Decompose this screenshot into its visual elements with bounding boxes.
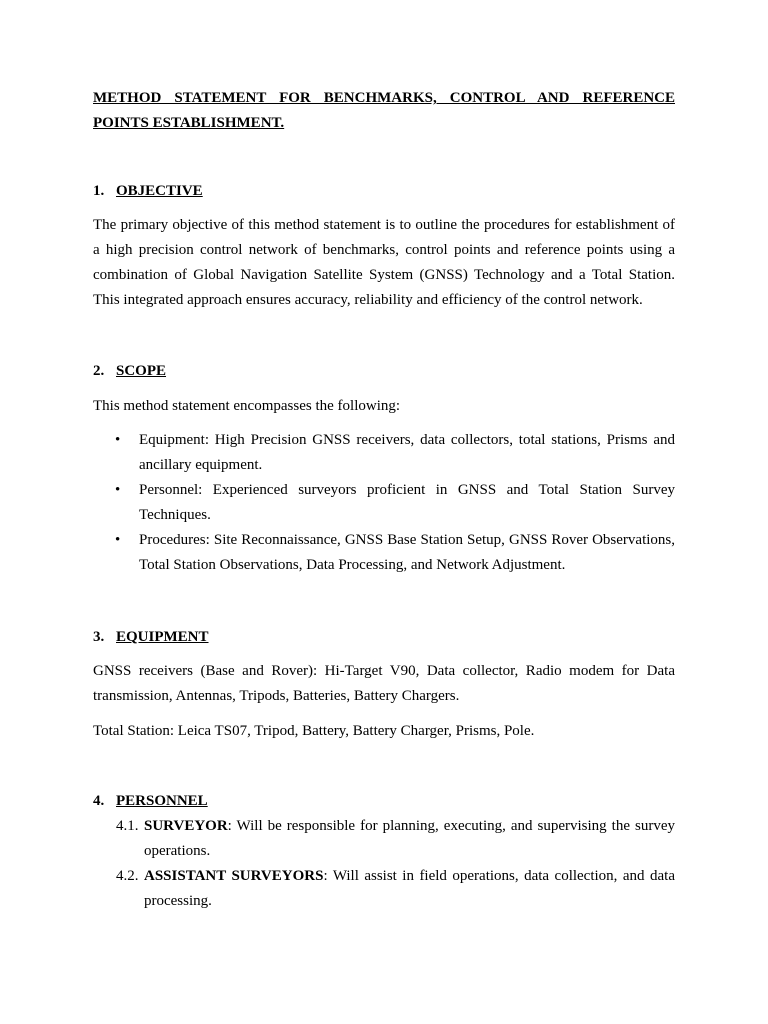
equipment-total-station-paragraph: Total Station: Leica TS07, Tripod, Battery, Battery Charger, Prisms, Pole. <box>93 723 535 739</box>
personnel-role: SURVEYOR <box>144 818 228 834</box>
objective-paragraph: The primary objective of this method statement is to outline the procedures for establishment of a high precision control network of benchmarks, control points and reference points using a combination of Global Navigation Satellite System (GNSS) Technology and a Total Station. This integrated approach ensures accuracy, reliability and efficiency of the control network. <box>93 217 675 308</box>
section-heading-scope <box>93 360 166 382</box>
bullet-icon: • <box>115 432 121 448</box>
section-heading-equipment <box>93 626 209 648</box>
personnel-description: : Will be responsible for planning, executing, and supervising the survey operations. <box>144 818 675 859</box>
scope-bullet-item <box>93 478 675 528</box>
bullet-text: Personnel: Experienced surveyors proficient in GNSS and Total Station Survey Techniques. <box>139 482 675 523</box>
section-heading-objective <box>93 180 203 202</box>
personnel-role: ASSISTANT SURVEYORS <box>144 868 324 884</box>
section-number: 4. <box>93 793 105 809</box>
personnel-item <box>116 864 675 914</box>
scope-intro: This method statement encompasses the following: <box>93 398 401 414</box>
personnel-item-number: 4.1. <box>116 818 139 834</box>
document-title: METHOD STATEMENT FOR BENCHMARKS, CONTROL AND REFERENCE POINTS ESTABLISHMENT. <box>93 90 675 131</box>
bullet-text: Procedures: Site Reconnaissance, GNSS Base Station Setup, GNSS Rover Observations, Total Station Observations, Data Processing, and Network Adjustment. <box>139 532 675 573</box>
equipment-gnss-paragraph: GNSS receivers (Base and Rover): Hi-Target V90, Data collector, Radio modem for Data transmission, Antennas, Tripods, Batteries, Battery Chargers. <box>93 663 675 704</box>
section-title: PERSONNEL <box>116 793 208 809</box>
scope-bullet-item <box>93 428 675 478</box>
scope-bullet-list <box>93 428 675 578</box>
scope-bullet-item <box>93 528 675 578</box>
section-title: SCOPE <box>116 363 167 379</box>
bullet-icon: • <box>115 532 121 548</box>
section-heading-personnel <box>93 790 208 812</box>
section-number: 2. <box>93 363 105 379</box>
section-number: 3. <box>93 629 105 645</box>
section-title: OBJECTIVE <box>116 183 203 199</box>
bullet-text: Equipment: High Precision GNSS receivers, data collectors, total stations, Prisms and ancillary equipment. <box>139 432 675 473</box>
section-number: 1. <box>93 183 105 199</box>
personnel-item <box>116 814 675 864</box>
personnel-description: : Will assist in field operations, data collection, and data processing. <box>144 868 675 909</box>
bullet-icon: • <box>115 482 121 498</box>
personnel-list <box>116 814 675 914</box>
personnel-item-number: 4.2. <box>116 868 139 884</box>
section-title: EQUIPMENT <box>116 629 209 645</box>
